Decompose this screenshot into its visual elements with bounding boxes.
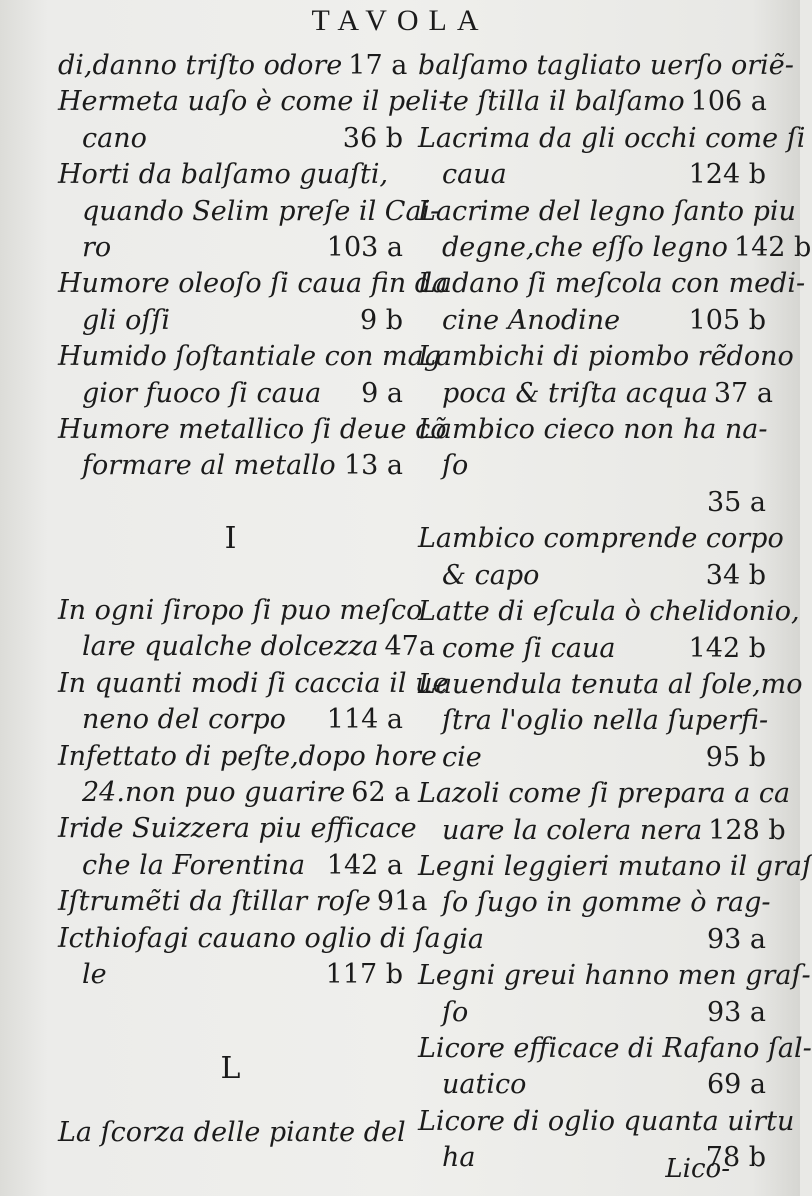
page-reference: 114 a	[326, 704, 403, 736]
entry-text: ſo	[442, 450, 469, 482]
entry-text: Ladano ſi meſcola con medi-	[418, 268, 806, 300]
index-entry	[418, 521, 784, 594]
entry-text: Lambico cieco non ha na-	[418, 414, 768, 446]
entry-text: Infettato di peſte,dopo hore	[58, 740, 437, 772]
page-reference: 69 a	[706, 1069, 766, 1101]
entry-text: te ſtilla il balſamo	[442, 86, 685, 118]
entry-text: ſo	[442, 996, 469, 1028]
index-entry	[418, 121, 806, 194]
entry-text: 24.non puo guarire	[82, 776, 346, 808]
entry-text: Legni leggieri mutano il graſ	[418, 850, 812, 882]
entry-text: ſo ſugo in gomme ò rag-	[442, 887, 771, 919]
entry-text: lare qualche dolcezza	[82, 631, 379, 663]
entry-text: formare al metallo	[82, 450, 336, 482]
index-entry	[58, 339, 441, 412]
entry-text: gli oſſi	[82, 304, 171, 336]
index-entry	[58, 412, 447, 485]
index-entry	[58, 921, 441, 994]
index-entry	[418, 339, 794, 412]
entry-text: Licore di oglio quanta uirtu	[418, 1105, 795, 1137]
section-letter: L	[220, 1051, 241, 1087]
index-entry	[418, 849, 812, 958]
entry-text: le	[82, 958, 107, 990]
page-reference: 35 a	[706, 486, 766, 518]
entry-text: In ogni ſiropo ſi puo meſco	[58, 594, 423, 626]
entry-text: neno del corpo	[82, 704, 286, 736]
index-entry	[418, 412, 766, 521]
page-reference: 142 a	[326, 849, 403, 881]
right-column	[418, 48, 812, 1177]
page-reference: 47a	[384, 631, 435, 663]
entry-text: Iride Suizzera piu efficace	[58, 813, 417, 845]
page-reference: 9 a	[361, 377, 403, 409]
index-entry	[418, 594, 800, 667]
entry-text: Humore metallico ſi deue cõ	[58, 414, 447, 446]
left-column	[58, 48, 449, 1152]
page-reference: 105 b	[688, 304, 766, 336]
page-header: TAVOLA	[311, 4, 489, 37]
entry-text: Lauendula tenuta al ſole,mo	[418, 668, 803, 700]
page-reference: 17 a	[348, 50, 408, 81]
page-reference: 142 b	[688, 632, 766, 664]
entry-text: balſamo tagliato uerſo oriẽ-	[418, 50, 794, 81]
entry-text: Horti da balſamo guaſti,	[58, 159, 389, 191]
page-reference: 37 a	[713, 377, 773, 409]
index-entry	[58, 593, 435, 666]
entry-text: Iſtrumẽti da ſtillar roſe	[58, 886, 371, 918]
page-reference: 106 a	[690, 86, 767, 118]
entry-text: Latte di eſcula ò chelidonio,	[418, 596, 800, 628]
index-entry	[58, 1115, 406, 1151]
index-entry	[418, 776, 791, 849]
page-reference: 128 b	[708, 814, 786, 846]
entry-text: degne,che eſſo legno	[442, 232, 728, 264]
page-reference: 9 b	[359, 304, 403, 336]
index-entry	[58, 884, 428, 920]
entry-text: poca & triſta acqua	[442, 377, 708, 409]
catchword: Lico-	[665, 1154, 730, 1184]
entry-text: di,danno triſto odore	[58, 50, 343, 81]
index-entry	[58, 157, 440, 266]
entry-text: Hermeta uaſo è come il peli-	[58, 86, 448, 118]
section-letter: I	[224, 520, 237, 556]
index-entry	[58, 84, 448, 157]
entry-text: ha	[442, 1142, 476, 1174]
entry-text: Icthiofagi cauano oglio di ſa	[58, 922, 441, 954]
page-reference: 78 b	[705, 1142, 766, 1174]
entry-text: & capo	[442, 559, 540, 591]
index-entry	[418, 48, 794, 121]
entry-text: Lacrima da gli occhi come ſi	[418, 122, 806, 154]
entry-text: Licore efficace di Rafano ſal-	[418, 1032, 812, 1064]
entry-text: quando Selim preſe il Cai-	[82, 195, 440, 227]
entry-text: come ſi caua	[442, 632, 616, 664]
entry-text: cine Anodine	[442, 304, 621, 336]
page-reference: 13 a	[343, 450, 403, 482]
index-entry	[58, 666, 449, 739]
entry-text: La ſcorza delle piante del	[58, 1117, 406, 1149]
page-reference: 62 a	[351, 776, 411, 808]
entry-text: Lambico comprende corpo	[418, 523, 784, 555]
index-entry	[418, 667, 803, 776]
entry-text: ſtra l'oglio nella ſuperfi-	[442, 705, 769, 737]
page-reference: 103 a	[326, 232, 403, 264]
index-entry	[418, 194, 812, 267]
entry-text: In quanti modi ſi caccia il ue	[58, 667, 449, 699]
entry-text: Humore oleoſo ſi caua fin da	[58, 268, 449, 300]
entry-text: cie	[442, 741, 482, 773]
entry-text: gia	[442, 923, 485, 955]
page-reference: 95 b	[705, 741, 766, 773]
page-reference: 93 a	[706, 996, 766, 1028]
index-entry	[58, 266, 449, 339]
index-entry	[418, 266, 806, 339]
index-entry	[418, 1031, 812, 1104]
entry-text: ro	[82, 232, 112, 264]
entry-text: cano	[82, 122, 147, 154]
entry-text: uare la colera nera	[442, 814, 703, 846]
entry-text: gior fuoco ſi caua	[82, 377, 322, 409]
index-entry	[58, 739, 437, 812]
entry-text: Humido ſoſtantiale con mag	[58, 341, 441, 373]
entry-text: caua	[442, 159, 507, 191]
index-entry	[418, 958, 811, 1031]
page-reference: 36 b	[342, 122, 403, 154]
index-entry	[58, 48, 408, 84]
page-reference: 93 a	[706, 923, 766, 955]
entry-text: Lambichi di piombo rẽdono	[418, 341, 794, 373]
page-reference: 142 b	[733, 232, 812, 264]
page-reference: 124 b	[688, 159, 766, 191]
page-reference: 117 b	[325, 958, 403, 990]
index-entry	[58, 811, 417, 884]
entry-text: che la Forentina	[82, 849, 306, 881]
page-reference: 91a	[376, 886, 428, 918]
entry-text: Lacrime del legno ſanto piu	[418, 195, 796, 227]
entry-text: uatico	[442, 1069, 527, 1101]
page-reference: 34 b	[705, 559, 766, 591]
entry-text: Lazoli come ſi prepara a ca	[418, 778, 791, 810]
entry-text: Legni greui hanno men graſ-	[418, 960, 811, 992]
